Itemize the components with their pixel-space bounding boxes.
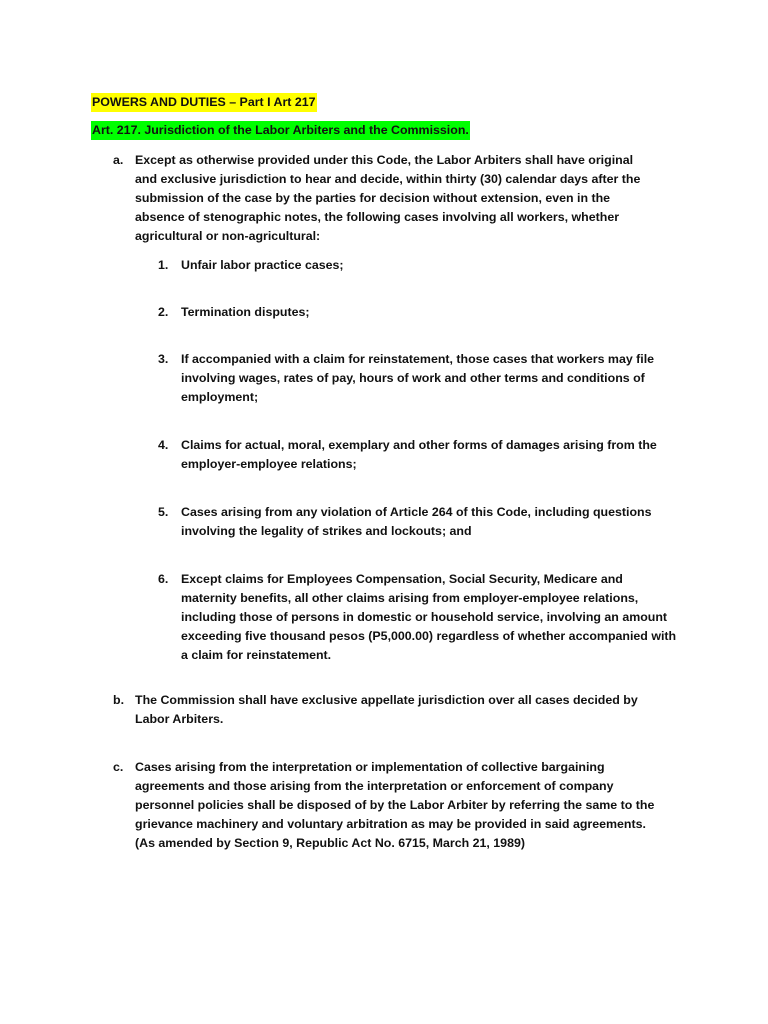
paragraph-marker: c. <box>113 760 124 774</box>
case-marker: 1. <box>158 258 169 272</box>
section-heading: POWERS AND DUTIES – Part I Art 217 <box>91 93 317 112</box>
case-text: Except claims for Employees Compensation, Social Security, Medicare and maternity benefits, all other claims arising from employer-employee relations, including those of persons in domestic or household service, involving an amount exceeding five thousand pesos (P5,000.00) regardless of whether accompanied with a claim for reinstatement. <box>181 572 677 662</box>
case-text: Unfair labor practice cases; <box>181 258 344 272</box>
paragraph-marker: b. <box>113 693 125 707</box>
case-text: Cases arising from any violation of Article 264 of this Code, including questions involving the legality of strikes and lockouts; and <box>181 505 652 538</box>
case-marker: 2. <box>158 305 169 319</box>
paragraph-marker: a. <box>113 153 124 167</box>
paragraph-text: The Commission shall have exclusive appellate jurisdiction over all cases decided by Labor Arbiters. <box>135 693 638 726</box>
case-marker: 4. <box>158 438 169 452</box>
paragraph-text: Cases arising from the interpretation or implementation of collective bargaining agreements and those arising from the interpretation or enforcement of company personnel policies shall be disposed of by the Labor Arbiter by referring the same to the grievance machinery and voluntary arbitration as may be provided in said agreements. (As amended by Section 9, Republic Act No. 6715, March 21, 1989) <box>135 760 655 850</box>
paragraph-text: Except as otherwise provided under this Code, the Labor Arbiters shall have original and exclusive jurisdiction to hear and decide, within thirty (30) calendar days after the submission of the case by the parties for decision without extension, even in the absence of stenographic notes, the following cases involving all workers, whether agricultural or non-agricultural: <box>135 153 641 243</box>
case-text: Termination disputes; <box>181 305 310 319</box>
case-text: If accompanied with a claim for reinstatement, those cases that workers may file involving wages, rates of pay, hours of work and other terms and conditions of employment; <box>181 352 655 404</box>
article-title: Art. 217. Jurisdiction of the Labor Arbiters and the Commission. <box>91 121 470 140</box>
case-text: Claims for actual, moral, exemplary and other forms of damages arising from the employer-employee relations; <box>181 438 657 471</box>
case-marker: 6. <box>158 572 169 586</box>
case-marker: 3. <box>158 352 169 366</box>
case-marker: 5. <box>158 505 169 519</box>
